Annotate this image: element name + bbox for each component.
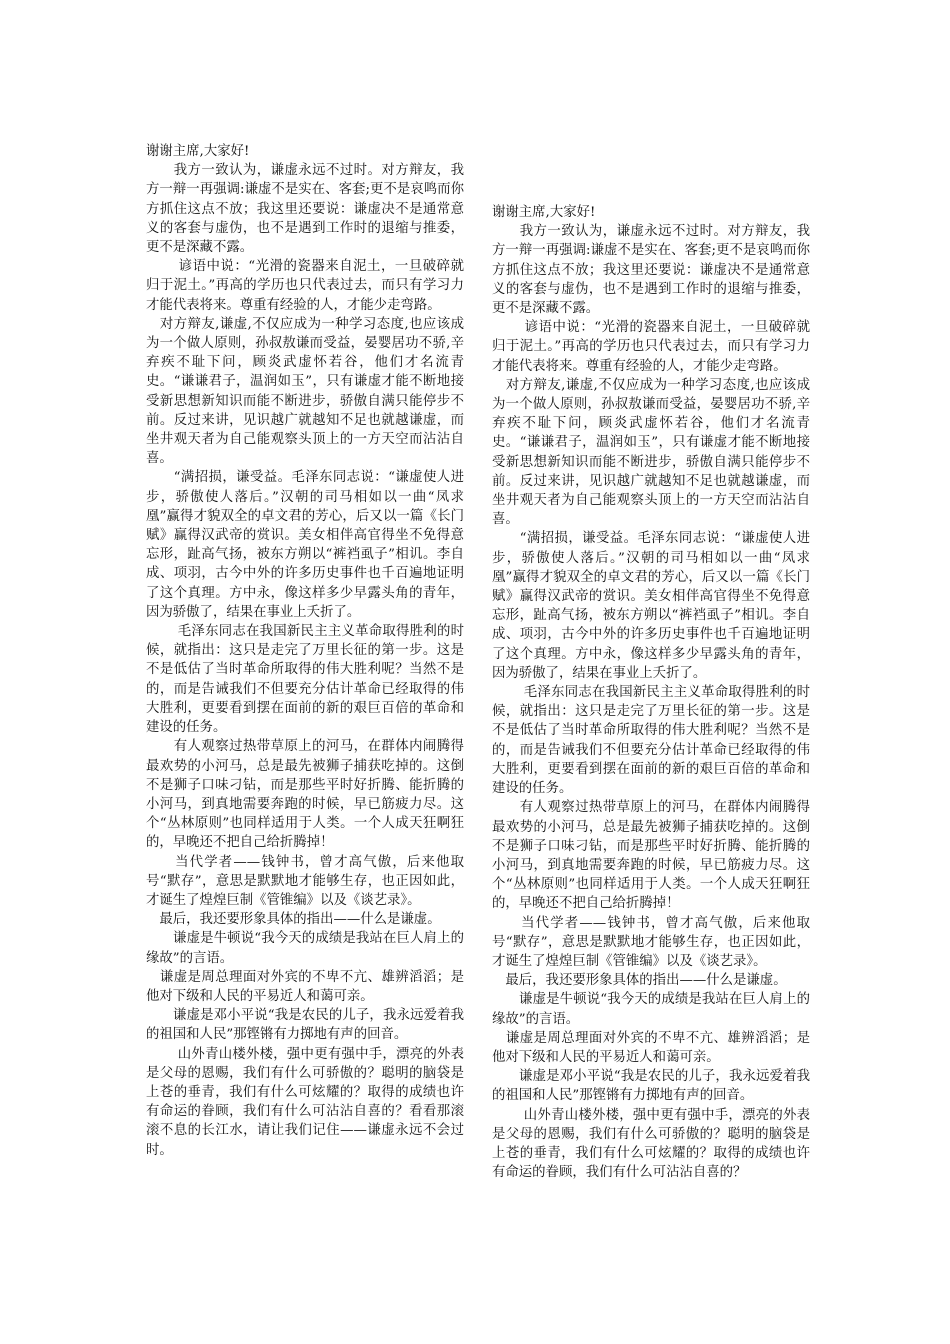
- paragraph: 谦虚是牛顿说“我今天的成绩是我站在巨人肩上的缘故”的言语。: [146, 931, 464, 966]
- paragraph: 对方辩友,谦虚,不仅应成为一种学习态度,也应该成为一个做人原则，孙叔敖谦而受益，晏婴居功不骄,辛弃疾不耻下问，顾炎武虚怀若谷，他们才名流青史。“谦谦君子，温润如玉”，只有谦虚才能不断地接受新思想新知识而能不断进步，骄傲自满只能停步不前。反过来讲，见识越广就越知不足也就越谦虚，而坐井观天者为自己能观察头顶上的一方天空而沾沾自喜。: [146, 316, 464, 467]
- paragraph: 最后，我还要形象具体的指出——什么是谦虚。: [492, 973, 787, 989]
- paragraph: “满招损，谦受益。毛泽东同志说：“谦虚使人进步，骄傲使人落后。”汉朝的司马相如以一曲“凤求凰”赢得才貌双全的卓文君的芳心，后又以一篇《长门赋》赢得汉武帝的赏识。美女相伴高官得坐不免得意忘形，趾高气扬，被东方朔以“裤裆虱子”相讥。李自成、项羽，古今中外的许多历史事件也千百遍地证明了这个真理。方中永，像这样多少早露头角的青年，因为骄傲了，结果在事业上夭折了。: [492, 531, 810, 681]
- paragraph: 谚语中说：“光滑的瓷器来自泥土，一旦破碎就归于泥土。”再高的学历也只代表过去，而只有学习力才能代表将来。尊重有经验的人，才能少走弯路。: [146, 259, 464, 313]
- paragraph: 我方一致认为，谦虚永远不过时。对方辩友，我方一辩一再强调:谦虚不是实在、客套;更不是哀鸣而你方抓住这点不放；我这里还要说：谦虚决不是通常意义的客套与虚伪，也不是遇到工作时的退缩与推委，更不是深藏不露。: [146, 163, 464, 256]
- paragraph: “满招损，谦受益。毛泽东同志说：“谦虚使人进步，骄傲使人落后。”汉朝的司马相如以一曲“凤求凰”赢得才貌双全的卓文君的芳心，后又以一篇《长门赋》赢得汉武帝的赏识。美女相伴高官得坐不免得意忘形，趾高气扬，被东方朔以“裤裆虱子”相讥。李自成、项羽，古今中外的许多历史事件也千百遍地证明了这个真理。方中永，像这样多少早露头角的青年，因为骄傲了，结果在事业上夭折了。: [146, 470, 464, 620]
- paragraph: 山外青山楼外楼，强中更有强中手，漂亮的外表是父母的恩赐，我们有什么可骄傲的？聪明的脑袋是上苍的垂青，我们有什么可炫耀的？取得的成绩也许有命运的眷顾，我们有什么可沾沾自喜的？: [492, 1107, 810, 1181]
- paragraph: 我方一致认为，谦虚永远不过时。对方辩友，我方一辩一再强调:谦虚不是实在、客套;更不是哀鸣而你方抓住这点不放；我这里还要说：谦虚决不是通常意义的客套与虚伪，也不是遇到工作时的退缩与推委，更不是深藏不露。: [492, 224, 810, 317]
- paragraph: 毛泽东同志在我国新民主主义革命取得胜利的时候，就指出：这只是走完了万里长征的第一步。这是不是低估了当时革命所取得的伟大胜利呢？当然不是的，而是告诫我们不但要充分估计革命已经取得的伟大胜利，更要看到摆在面前的新的艰巨百倍的革命和建设的任务。: [146, 624, 464, 736]
- paragraph: 对方辩友,谦虚,不仅应成为一种学习态度,也应该成为一个做人原则，孙叔敖谦而受益，晏婴居功不骄,辛弃疾不耻下问，顾炎武虚怀若谷，他们才名流青史。“谦谦君子，温润如玉”，只有谦虚才能不断地接受新思想新知识而能不断进步，骄傲自满只能停步不前。反过来讲，见识越广就越知不足也就越谦虚，而坐井观天者为自己能观察头顶上的一方天空而沾沾自喜。: [492, 377, 810, 528]
- paragraph: 毛泽东同志在我国新民主主义革命取得胜利的时候，就指出：这只是走完了万里长征的第一步。这是不是低估了当时革命所取得的伟大胜利呢？当然不是的，而是告诫我们不但要充分估计革命已经取得的伟大胜利，更要看到摆在面前的新的艰巨百倍的革命和建设的任务。: [492, 685, 810, 797]
- right-text-column: [492, 203, 810, 1182]
- paragraph: 谦虚是周总理面对外宾的不卑不亢、雄辨滔滔；是他对下级和人民的平易近人和蔼可亲。: [146, 969, 464, 1004]
- paragraph: 当代学者——钱钟书，曾才高气傲，后来他取号“默存”，意思是默默地才能够生存，也正因如此，才诞生了煌煌巨制《管锥编》以及《谈艺录》。: [492, 915, 810, 969]
- paragraph: 谚语中说：“光滑的瓷器来自泥土，一旦破碎就归于泥土。”再高的学历也只代表过去，而只有学习力才能代表将来。尊重有经验的人，才能少走弯路。: [492, 320, 810, 374]
- paragraph: 山外青山楼外楼，强中更有强中手，漂亮的外表是父母的恩赐，我们有什么可骄傲的？聪明的脑袋是上苍的垂青，我们有什么可炫耀的？取得的成绩也许有命运的眷顾，我们有什么可沾沾自喜的？看看那滚滚不息的长江水，请让我们记住——谦虚永远不会过时。: [146, 1046, 464, 1158]
- paragraph: 有人观察过热带草原上的河马，在群体内闹腾得最欢势的小河马，总是最先被狮子捕获吃掉的。这倒不是狮子口味刁钻，而是那些平时好折腾、能折腾的小河马，到真地需要奔跑的时候，早已筋疲力尽。这个“丛林原则”也同样适用于人类。一个人成天狂啊狂的，早晚还不把自己给折腾掉！: [492, 800, 810, 912]
- paragraph: 最后，我还要形象具体的指出——什么是谦虚。: [146, 912, 441, 928]
- paragraph: 谦虚是邓小平说“我是农民的儿子，我永远爱着我的祖国和人民”那铿锵有力掷地有声的回音。: [492, 1069, 810, 1104]
- left-text-column: [146, 142, 464, 1160]
- paragraph: 谦虚是周总理面对外宾的不卑不亢、雄辨滔滔；是他对下级和人民的平易近人和蔼可亲。: [492, 1030, 810, 1065]
- paragraph: 谦虚是邓小平说“我是农民的儿子，我永远爱着我的祖国和人民”那铿锵有力掷地有声的回音。: [146, 1008, 464, 1043]
- paragraph: 谦虚是牛顿说“我今天的成绩是我站在巨人肩上的缘故”的言语。: [492, 992, 810, 1027]
- paragraph: 有人观察过热带草原上的河马，在群体内闹腾得最欢势的小河马，总是最先被狮子捕获吃掉的。这倒不是狮子口味刁钻，而是那些平时好折腾、能折腾的小河马，到真地需要奔跑的时候，早已筋疲力尽。这个“丛林原则”也同样适用于人类。一个人成天狂啊狂的，早晚还不把自己给折腾掉！: [146, 739, 464, 851]
- paragraph: 谢谢主席,大家好!: [146, 144, 250, 159]
- paragraph: 谢谢主席,大家好!: [492, 205, 596, 220]
- paragraph: 当代学者——钱钟书，曾才高气傲，后来他取号“默存”，意思是默默地才能够生存，也正因如此，才诞生了煌煌巨制《管锥编》以及《谈艺录》。: [146, 854, 464, 908]
